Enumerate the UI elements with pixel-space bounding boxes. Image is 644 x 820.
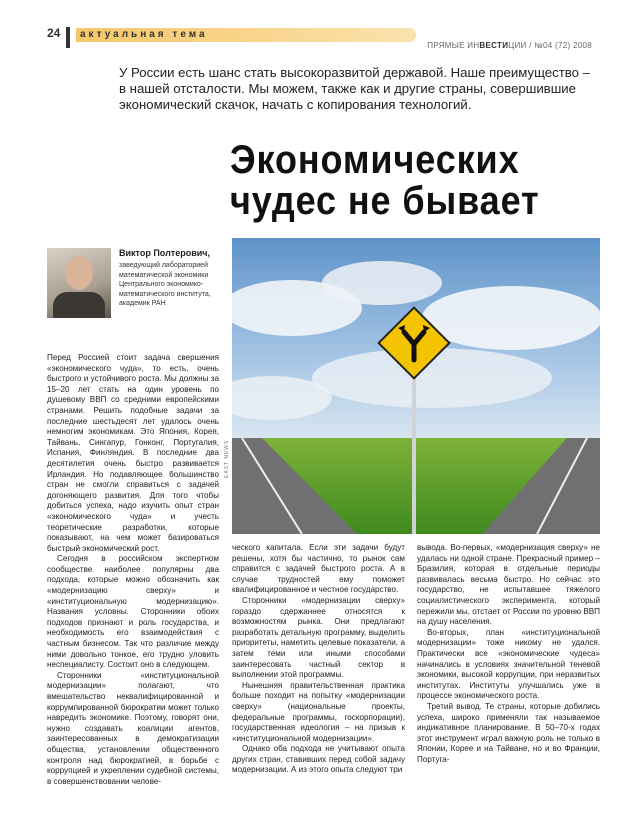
paragraph: Перед Россией стоит задача свершения «экономического чуда», то есть, очень быстрого и устойчивого роста. Мы должны за 15–20 лет стать на один уровень по душевому ВВП со средними европейскими странами. Решить подобные задачи за последние шестьдесят лет удалось очень немногим экономикам. Это Япония, Корея, Тайвань, Сингапур, Гонконг, Португалия, Испания, Финляндия. В последние два десятилетия очень быстро развивается Ирландия. Но подавляющее большинство стран не смогли справиться с задачей догоняющего развития. Для того чтобы добиться успеха, надо изучить опыт стран «экономического чуда» и учесть теоретические разработки, которые показывают, на чем может базироваться быстрый экономический рост. <box>47 353 219 553</box>
issue-info <box>427 41 592 50</box>
paragraph: Третий вывод. Те страны, которые добились успеха, широко применяли так называемое индикативное планирование. В 50–70-х годах этот инструмент играл важную роль не только в Японии, Корее и на Тайване, но и во Франции, Португа- <box>417 701 600 764</box>
paragraph: Нынешняя правительственная практика больше походит на попытку «модернизации сверху» (национальные проекты, федеральные программы, госкорпорации), государственная идеология – на призыв к «институциональной модернизации». <box>232 680 405 743</box>
photo-credit: EAST NEWS <box>224 439 230 478</box>
headline-line-1: Экономических <box>230 138 520 182</box>
issue-number: ЦИИ / №04 (72) 2008 <box>508 41 592 50</box>
author-photo <box>47 248 111 318</box>
author-head <box>65 256 93 290</box>
text-column-1 <box>47 353 219 787</box>
paragraph: вывода. Во-первых, «модернизация сверху» не удалась ни одной стране. Прекрасный пример – Бразилия, которая в отдельные периоды развивалась весьма быстро. Но сейчас это государство, не испытавшее тяжелого социалистического эксперимента, который пережили мы, отстает от России по уровню ВВП на душу населения. <box>417 543 600 627</box>
author-info: заведующий лабораторией математической экономики Центрального экономико-математического института, академик РАН <box>119 262 211 307</box>
lead-paragraph: У России есть шанс стать высокоразвитой державой. Наше преимущество – в нашей отсталости. Мы можем, также как и другие страны, совершившие экономический скачок, начать с копирования технологий. <box>119 65 590 112</box>
headline <box>230 140 590 222</box>
page-number: 24 <box>47 26 61 40</box>
text-column-3 <box>417 543 600 765</box>
text-column-2 <box>232 543 405 776</box>
road-sign-illustration <box>232 238 600 534</box>
author-suit <box>53 292 105 318</box>
magazine-bold: ВЕСТИ <box>479 41 509 50</box>
sign-pole <box>412 368 416 534</box>
road-sign-photo <box>232 238 600 534</box>
cloud <box>422 286 600 350</box>
cloud <box>322 261 442 305</box>
paragraph: Сторонники «институциональной модернизации» полагают, что вмешательство неквалифицированной и коррумпированной бюрократии может только навредить экономике. Поэтому, говорят они, нужно создавать коалиции агентов, заинтересованных в демократизации общества, установлении общественного контроля над бюрократией, в борьбе с коррупцией и укреплении судебной системы, в совершенствовании челове- <box>47 670 219 786</box>
author-name: Виктор Полтерович, <box>119 248 210 258</box>
rubric-label: актуальная тема <box>80 29 208 40</box>
paragraph: ческого капитала. Если эти задачи будут решены, хотя бы частично, то рынок сам справится с задачей быстрого роста. А в случае трудностей ему поможет квалифицированное и честное государство. <box>232 543 405 595</box>
paragraph: Во-вторых, план «институциональной модернизации» тоже никому не удался. Практически все «экономические чудеса» начинались в условиях значительной теневой экономики, высокой коррупции, при неразвитых институтах. Институты улучшались уже в процессе экономического роста. <box>417 627 600 701</box>
paragraph: Сегодня в российском экспертном сообществе наиболее популярны два подхода, которые можно обозначить как «модернизацию сверху» и «институциональную модернизацию». Названия условны. Сторонники обоих подходов признают и роль государства, и необходимость его взаимодействия с частным бизнесом. Так что различие между ними довольно тонкое, его трудно уловить неспециалисту. Состоит оно в следующем. <box>47 554 219 670</box>
paragraph: Сторонники «модернизации сверху» гораздо сдержаннее относятся к возможностям рынка. Они предлагают разработать детальную программу, выделить приоритеты, наметить целевые показатели, а затем теми или иными способами заинтересовать частный сектор в выполнении этой программы. <box>232 595 405 680</box>
paragraph: Однако оба подхода не учитывают опыта других стран, ставивших перед собой задачу модернизации. А из этого опыта следуют три <box>232 744 405 775</box>
magazine-prefix: ПРЯМЫЕ ИН <box>427 41 480 50</box>
headline-line-2: чудес не бывает <box>230 179 540 223</box>
rubric-banner <box>76 28 416 42</box>
rubric-marker <box>66 27 70 48</box>
